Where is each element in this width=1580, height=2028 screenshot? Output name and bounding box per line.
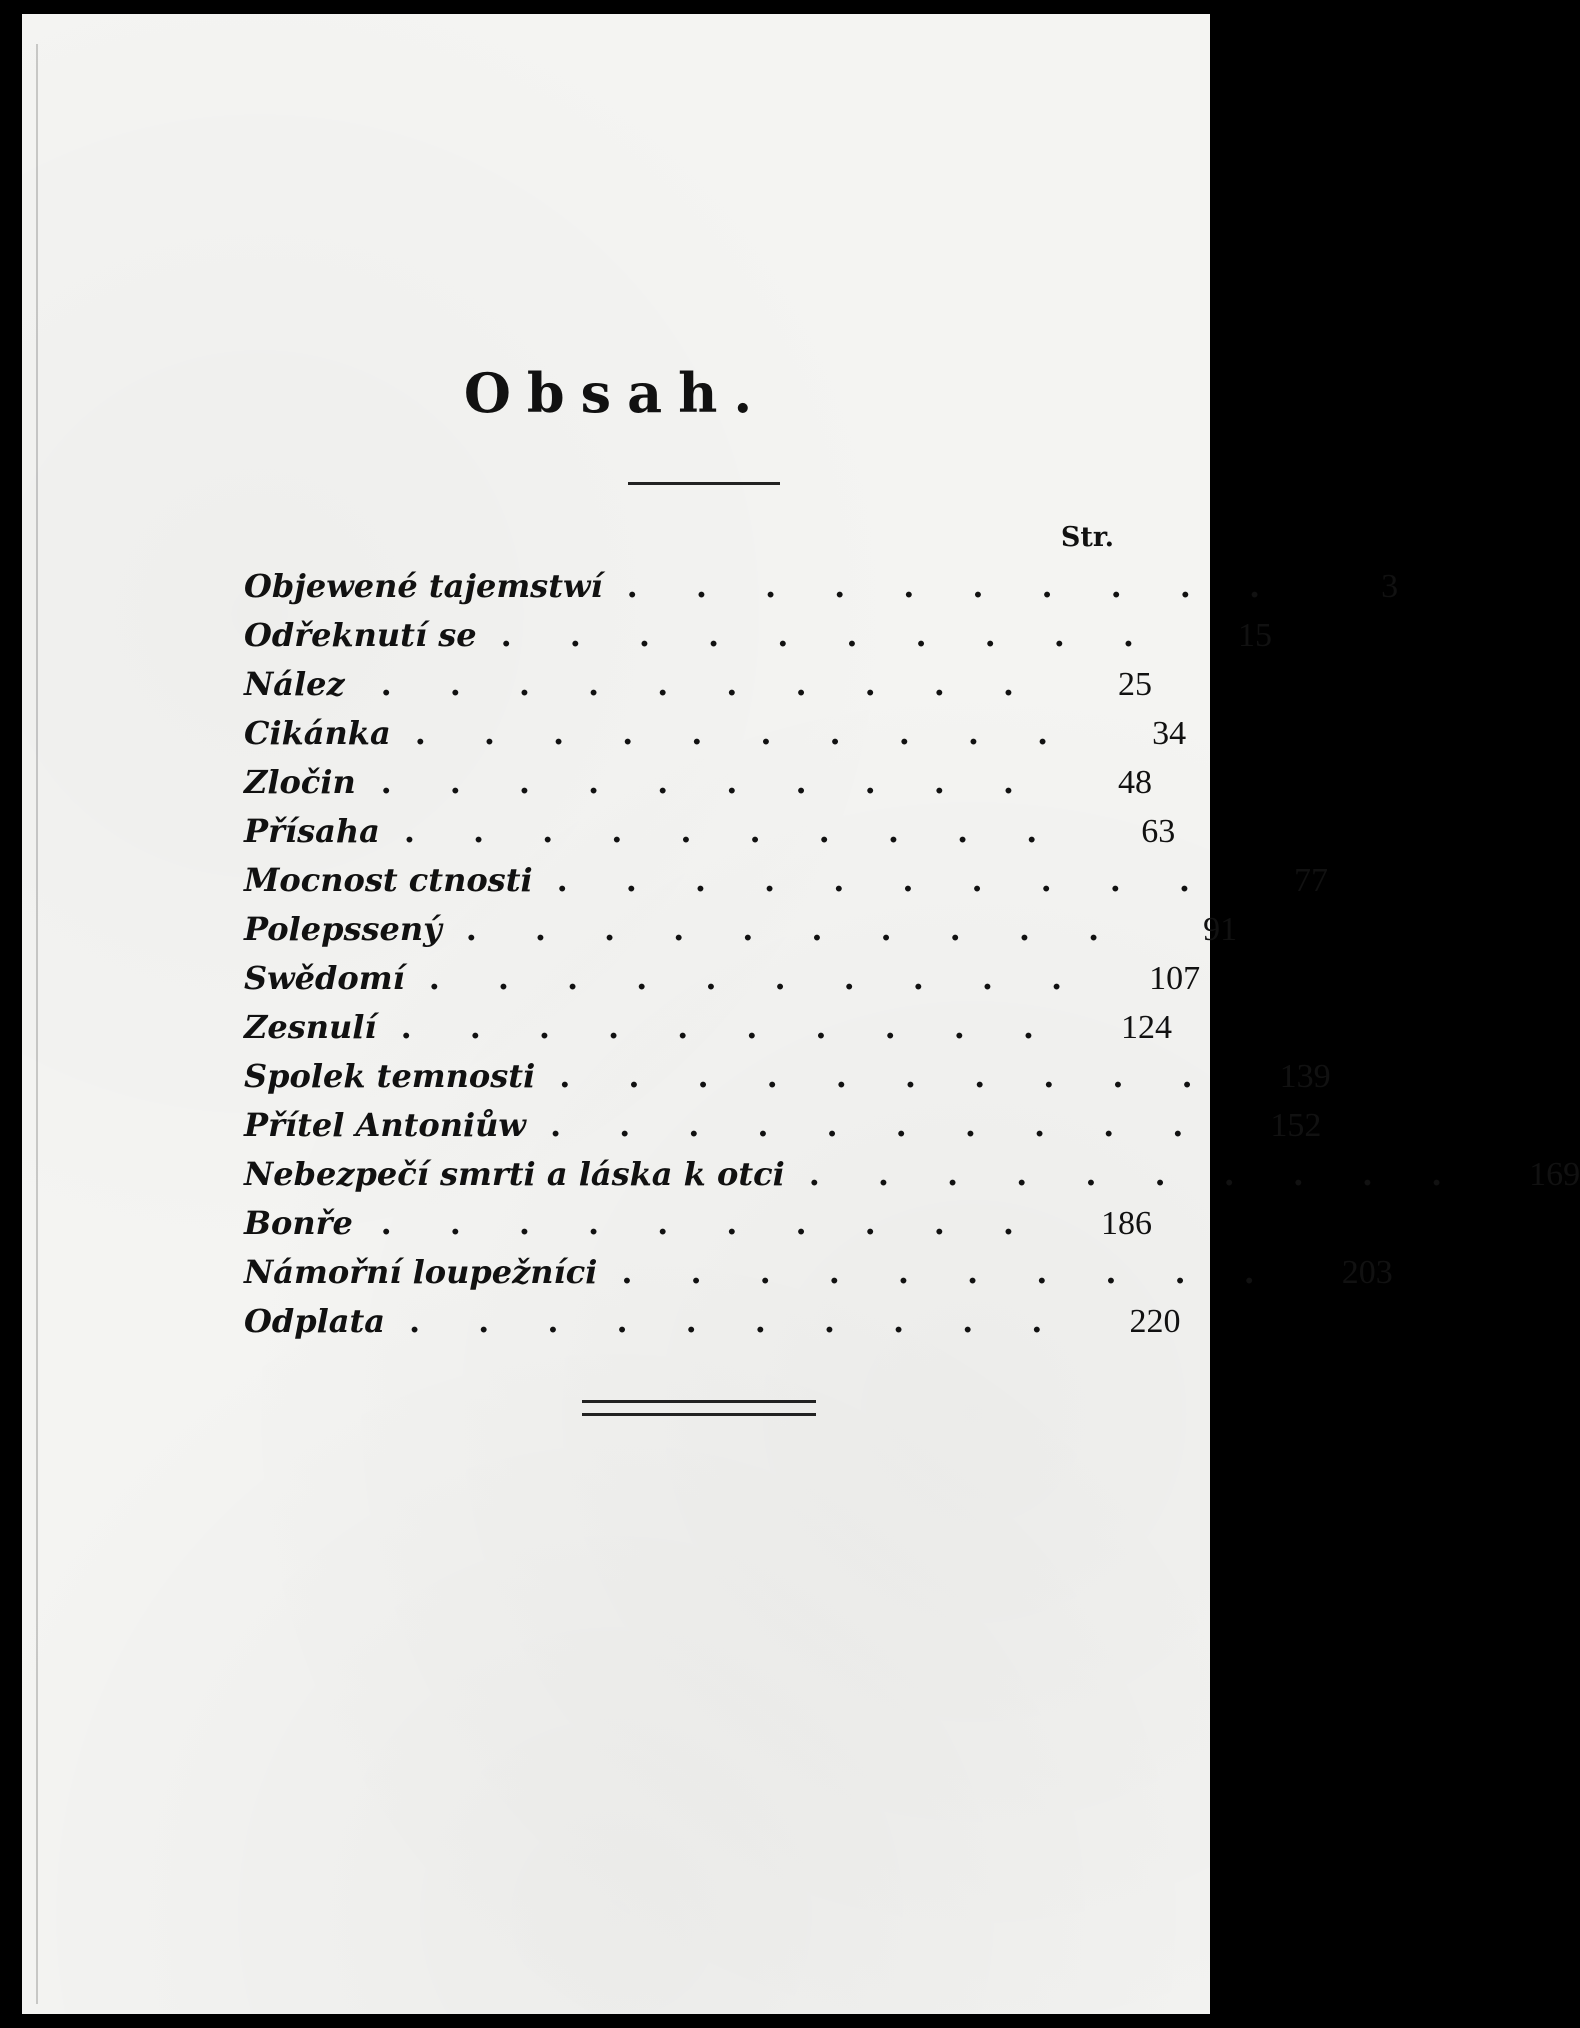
toc-entry-title: Cikánka (244, 714, 391, 752)
toc-entry (244, 660, 1152, 709)
toc-dot-leader: .......... (556, 861, 1249, 899)
toc-entry (244, 807, 1176, 856)
toc-entry-title: Swědomí (244, 959, 405, 997)
toc-entry-title: Bonře (244, 1204, 353, 1242)
toc-entry (244, 1297, 1181, 1346)
toc-entry-page: 48 (1118, 764, 1152, 801)
toc-entry-title: Objewené tajemstwí (244, 567, 603, 605)
toc-dot-leader: .......... (380, 1204, 1072, 1242)
toc-entry (244, 1101, 1322, 1150)
table-of-contents (244, 562, 1580, 1346)
toc-entry (244, 562, 1399, 611)
toc-entry-page: 15 (1238, 617, 1273, 654)
toc-dot-leader: .......... (559, 1057, 1251, 1095)
toc-dot-leader: .......... (465, 910, 1158, 948)
toc-entry (244, 1248, 1393, 1297)
toc-entry-title: Odplata (244, 1302, 386, 1340)
toc-entry-page: 203 (1341, 1254, 1393, 1291)
toc-entry-page: 139 (1279, 1058, 1331, 1095)
page-edge-shadow (36, 44, 38, 2004)
toc-entry-page: 3 (1381, 568, 1399, 605)
toc-entry (244, 1150, 1580, 1199)
toc-entry (244, 1199, 1152, 1248)
toc-dot-leader: .......... (500, 616, 1193, 654)
toc-dot-leader: .......... (409, 1302, 1101, 1340)
toc-entry-page: 124 (1120, 1009, 1172, 1046)
toc-entry-page: 63 (1141, 813, 1176, 850)
toc-dot-leader: .......... (414, 714, 1107, 752)
toc-entry-page: 91 (1203, 911, 1238, 948)
page-column-label: Str. (1060, 522, 1114, 553)
toc-entry-title: Zločin (244, 763, 356, 801)
toc-entry-title: Polepssený (244, 910, 442, 948)
book-page (22, 14, 1580, 2014)
toc-dot-leader: .......... (380, 665, 1072, 703)
toc-dot-leader: .......... (549, 1106, 1242, 1144)
toc-entry-page: 169 (1529, 1156, 1580, 1193)
toc-dot-leader: .......... (400, 1008, 1092, 1046)
title-divider (628, 482, 780, 485)
toc-dot-leader: .......... (428, 959, 1121, 997)
toc-entry (244, 905, 1238, 954)
toc-entry (244, 856, 1329, 905)
toc-entry (244, 954, 1201, 1003)
toc-entry-title: Mocnost ctnosti (244, 861, 533, 899)
toc-entry-page: 220 (1129, 1303, 1181, 1340)
toc-entry-page: 186 (1101, 1205, 1152, 1242)
toc-dot-leader: .......... (403, 812, 1096, 850)
toc-dot-leader: .......... (621, 1253, 1313, 1291)
toc-entry-title: Přísaha (244, 812, 380, 850)
toc-dot-leader: .......... (380, 763, 1072, 801)
toc-entry-title: Přítel Antoniůw (244, 1106, 526, 1144)
toc-entry (244, 611, 1273, 660)
toc-entry-title: Zesnulí (244, 1008, 377, 1046)
toc-entry-title: Spolek temnosti (244, 1057, 536, 1095)
toc-entry (244, 1052, 1331, 1101)
toc-entry-title: Námořní loupežníci (244, 1253, 598, 1291)
toc-entry-title: Odřeknutí se (244, 616, 477, 654)
toc-entry (244, 1003, 1172, 1052)
toc-entry-page: 107 (1149, 960, 1201, 997)
toc-entry-page: 77 (1294, 862, 1329, 899)
toc-entry-page: 34 (1152, 715, 1187, 752)
toc-entry (244, 709, 1187, 758)
toc-entry-title: Nebezpečí smrti a láska k otci (244, 1155, 785, 1193)
toc-entry-page: 152 (1270, 1107, 1322, 1144)
toc-entry (244, 758, 1152, 807)
toc-dot-leader: .......... (626, 567, 1319, 605)
toc-entry-title: Nález (244, 665, 345, 703)
closing-double-rule (582, 1400, 816, 1416)
toc-dot-leader: .......... (808, 1155, 1501, 1193)
toc-entry-page: 25 (1118, 666, 1152, 703)
page-title: Obsah. (463, 361, 769, 425)
